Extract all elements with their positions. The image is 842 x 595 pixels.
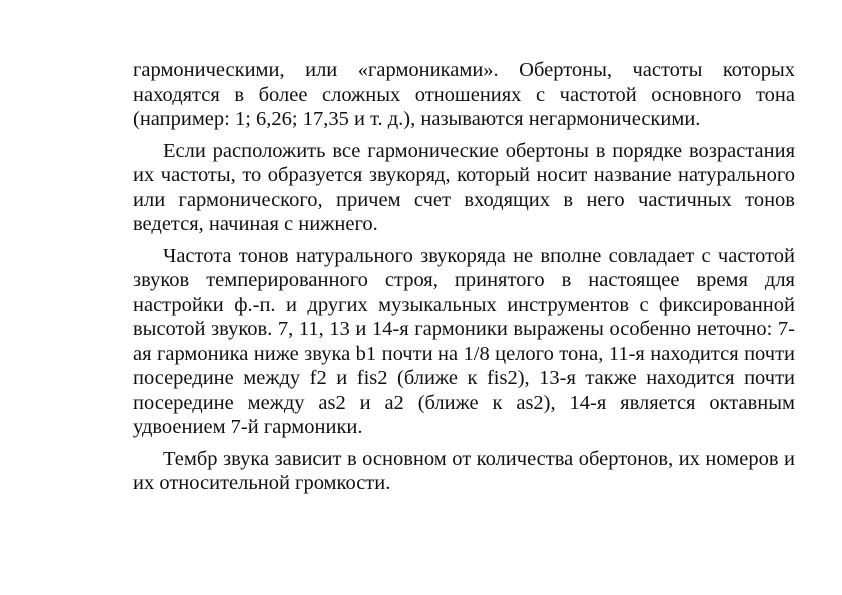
- paragraph-continuation: гармоническими, или «гармониками». Обертоны, частоты которых находятся в более сложных отношениях с частотой основного тона (например: 1; 6,26; 17,35 и т. д.), называются негармоническими.: [133, 59, 795, 130]
- paragraph-timbre: Тембр звука зависит в основном от количества обертонов, их номеров и их относительной громкости.: [133, 447, 795, 494]
- paragraph-harmonic-series: Если расположить все гармонические обертоны в порядке возрастания их частоты, то образуется звукоряд, который носит название натурального или гармонического, причем счет входящих в него частичных тонов ведется, начиная с нижнего.: [133, 139, 795, 235]
- document-page: [133, 58, 795, 503]
- paragraph-tempered-tuning: Частота тонов натурального звукоряда не вполне совладает с частотой звуков темперированного строя, принятого в настоящее время для настройки ф.-п. и других музыкальных инструментов с фиксированной высотой звуков. 7, 11, 13 и 14-я гармоники выражены особенно неточно: 7-ая гармоника ниже звука b1 почти на 1/8 целого тона, 11-я находится почти посередине между f2 и fis2 (ближе к fis2), 13-я также находится почти посередине между as2 и a2 (ближе к as2), 14-я является октавным удвоением 7-й гармоники.: [133, 244, 795, 438]
